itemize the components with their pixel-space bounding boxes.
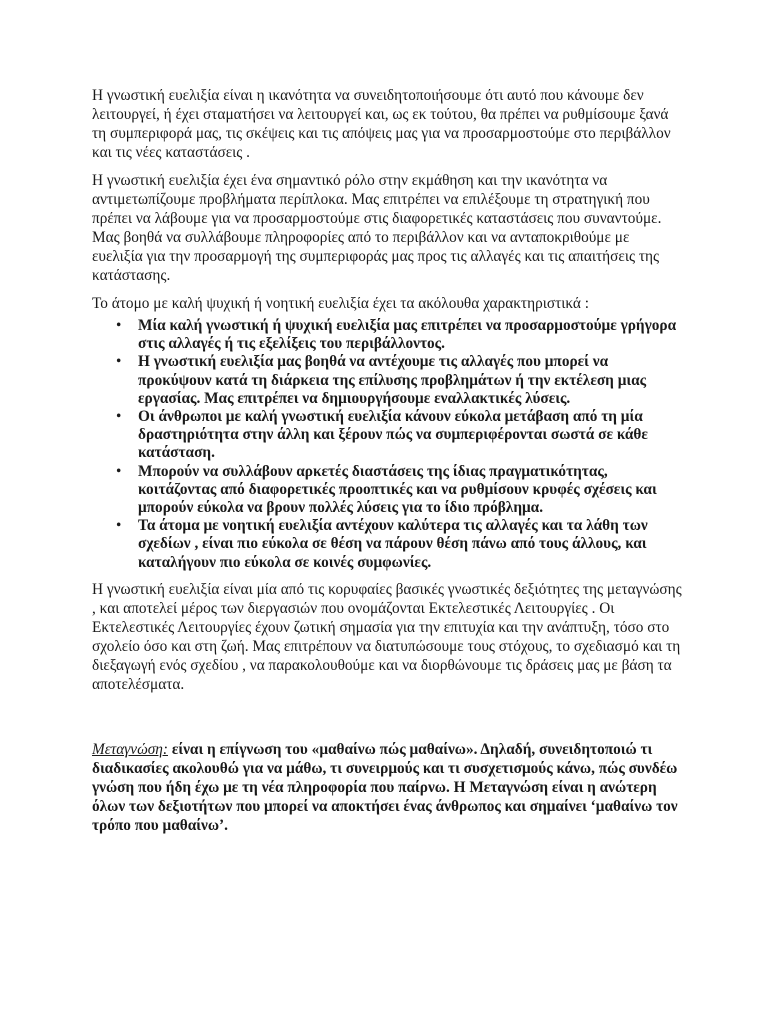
metacognition-definition: είναι η επίγνωση του «μαθαίνω πώς μαθαίνω». Δηλαδή, συνειδητοποιώ τι διαδικασίες ακολουθώ για να μάθω, τι συνειρμούς και τι συσχετισμούς κάνω, πώς συνδέω γνώση που ήδη έχω με τη νέα πληροφορία που παίρνω. Η Μεταγνώση είναι η ανώτερη όλων των δεξιοτήτων που μπορεί να αποκτήσει ένας άνθρωπος και σημαίνει ‘μαθαίνω τον τρόπο που μαθαίνω’. xyxy=(92,740,678,834)
paragraph-characteristics-intro: Το άτομο με καλή ψυχική ή νοητική ευελιξία έχει τα ακόλουθα χαρακτηριστικά : xyxy=(92,295,589,312)
bullet-icon: • xyxy=(116,462,122,480)
list-item xyxy=(116,517,682,572)
paragraph-definition: Η γνωστική ευελιξία είναι η ικανότητα να συνειδητοποιήσουμε ότι αυτό που κάνουμε δεν λειτουργεί, ή έχει σταματήσει να λειτουργεί και, ως εκ τούτου, θα πρέπει να ρυθμίσουμε ξανά τη συμπεριφορά μας, τις σκέψεις και τις απόψεις μας για να προσαρμοστούμε στο περιβάλλον και τις νέες καταστάσεις . xyxy=(92,87,671,161)
list-item-text: Η γνωστική ευελιξία μας βοηθά να αντέχουμε τις αλλαγές που μπορεί να προκύψουν κατά τη διάρκεια της επίλυσης προβλημάτων ή την εκτέλεση μιας εργασίας. Μας επιτρέπει να δημιουργήσουμε εναλλακτικές λύσεις. xyxy=(138,353,647,407)
list-item xyxy=(116,462,682,518)
list-item-text: Μία καλή γνωστική ή ψυχική ευελιξία μας επιτρέπει να προσαρμοστούμε γρήγορα στις αλλαγές ή τις εξελίξεις του περιβάλλοντος. xyxy=(138,317,677,353)
bullet-icon: • xyxy=(116,353,122,371)
list-item-text: Τα άτομα με νοητική ευελιξία αντέχουν καλύτερα τις αλλαγές και τα λάθη των σχεδίων , είναι πιο εύκολα σε θέση να πάρουν θέση πάνω από τους άλλους, και καταλήγουν πιο εύκολα σε κοινές συμφωνίες. xyxy=(138,517,648,571)
paragraph-role: Η γνωστική ευελιξία έχει ένα σημαντικό ρόλο στην εκμάθηση και την ικανότητα να αντιμετωπίζουμε προβλήματα περίπλοκα. Μας επιτρέπει να επιλέξουμε τη στρατηγική που πρέπει να λάβουμε για να προσαρμοστούμε στις διαφορετικές καταστάσεις που συναντούμε. Μας βοηθά να συλλάβουμε πληροφορίες από το περιβάλλον και να ανταποκριθούμε με ευελιξία για την προσαρμογή της συμπεριφοράς μας προς τις αλλαγές και τις απαιτήσεις της κατάστασης. xyxy=(92,172,662,284)
bullet-icon: • xyxy=(116,408,122,426)
list-item xyxy=(116,317,682,353)
characteristics-list xyxy=(92,317,682,572)
spacer xyxy=(92,694,682,740)
list-item xyxy=(116,353,682,408)
metacognition-term: Μεταγνώση: xyxy=(92,740,168,758)
paragraph-metacognition xyxy=(92,740,682,835)
paragraph-executive-functions: Η γνωστική ευελιξία είναι μία από τις κορυφαίες βασικές γνωστικές δεξιότητες της μεταγνώσης , και αποτελεί μέρος των διεργασιών που ονομάζονται Εκτελεστικές Λειτουργίες . Οι Εκτελεστικές Λειτουργίες έχουν ζωτική σημασία για την επιτυχία και την ανάπτυξη, τόσο στο σχολείο όσο και στη ζωή. Μας επιτρέπουν να διατυπώσουμε τους στόχους, το σχεδιασμό και τη διεξαγωγή ενός σχεδίου , να παρακολουθούμε και να διορθώνουμε τις δράσεις μας με βάση τα αποτελέσματα. xyxy=(92,580,682,693)
bullet-icon: • xyxy=(116,517,122,535)
list-item-text: Οι άνθρωποι με καλή γνωστική ευελιξία κάνουν εύκολα μετάβαση από τη μία δραστηριότητα στην άλλη και ξέρουν πώς να συμπεριφέρονται σωστά σε κάθε κατάσταση. xyxy=(138,408,648,462)
bullet-icon: • xyxy=(116,317,122,334)
list-item-text: Μπορούν να συλλάβουν αρκετές διαστάσεις της ίδιας πραγματικότητας, κοιτάζοντας από διαφορετικές προοπτικές και να ρυθμίσουν κρυφές σχέσεις και μπορούν εύκολα να βρουν πολλές λύσεις για το ίδιο πρόβλημα. xyxy=(138,462,657,517)
document-page xyxy=(92,86,682,835)
list-item xyxy=(116,408,682,463)
